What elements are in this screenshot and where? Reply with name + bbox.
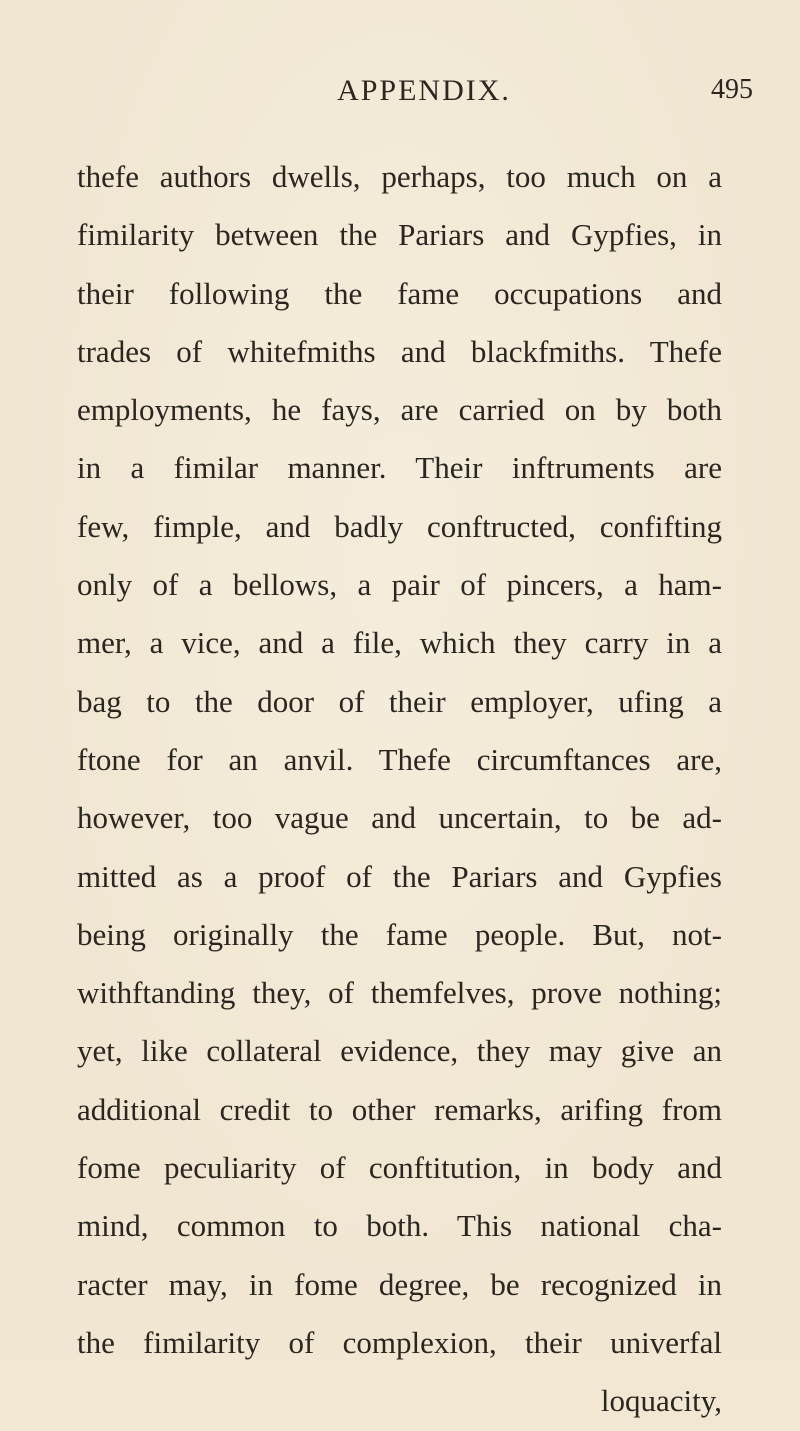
text-line: few, fimple, and badly conftructed, confifting	[77, 508, 722, 544]
text-line: withftanding they, of themfelves, prove nothing;	[77, 975, 722, 1011]
text-line: thefe authors dwells, perhaps, too much on a	[77, 159, 722, 194]
text-line: yet, like collateral evidence, they may give an	[77, 1033, 722, 1069]
text-line: employments, he fays, are carried on by both	[77, 392, 722, 428]
text-line: ftone for an anvil. Thefe circumftances are,	[77, 741, 722, 777]
text-line: bag to the door of their employer, ufing a	[77, 683, 722, 719]
text-line: their following the fame occupations and	[77, 275, 722, 311]
page-number: 495	[711, 74, 753, 105]
text-line: mitted as a proof of the Pariars and Gypfies	[77, 858, 722, 894]
text-line: fimilarity between the Pariars and Gypfies, in	[77, 217, 722, 253]
text-line: the fimilarity of complexion, their univerfal	[77, 1324, 722, 1360]
body-text	[77, 148, 722, 1431]
text-line: mind, common to both. This national cha-	[77, 1208, 722, 1244]
text-line: trades of whitefmiths and blackfmiths. Thefe	[77, 333, 722, 369]
text-line: only of a bellows, a pair of pincers, a ham-	[77, 567, 722, 603]
text-line: however, too vague and uncertain, to be ad-	[77, 800, 722, 836]
running-head: APPENDIX.	[337, 74, 511, 107]
text-line: in a fimilar manner. Their inftruments are	[77, 450, 722, 486]
text-line: being originally the fame people. But, not-	[77, 916, 722, 952]
catchword-line: loquacity,	[600, 1383, 722, 1419]
page-header	[0, 74, 800, 114]
text-line: fome peculiarity of conftitution, in body and	[77, 1150, 722, 1186]
text-line: mer, a vice, and a file, which they carry in a	[77, 625, 722, 661]
text-line: additional credit to other remarks, arifing from	[77, 1091, 722, 1127]
text-line: racter may, in fome degree, be recognized in	[77, 1266, 722, 1302]
